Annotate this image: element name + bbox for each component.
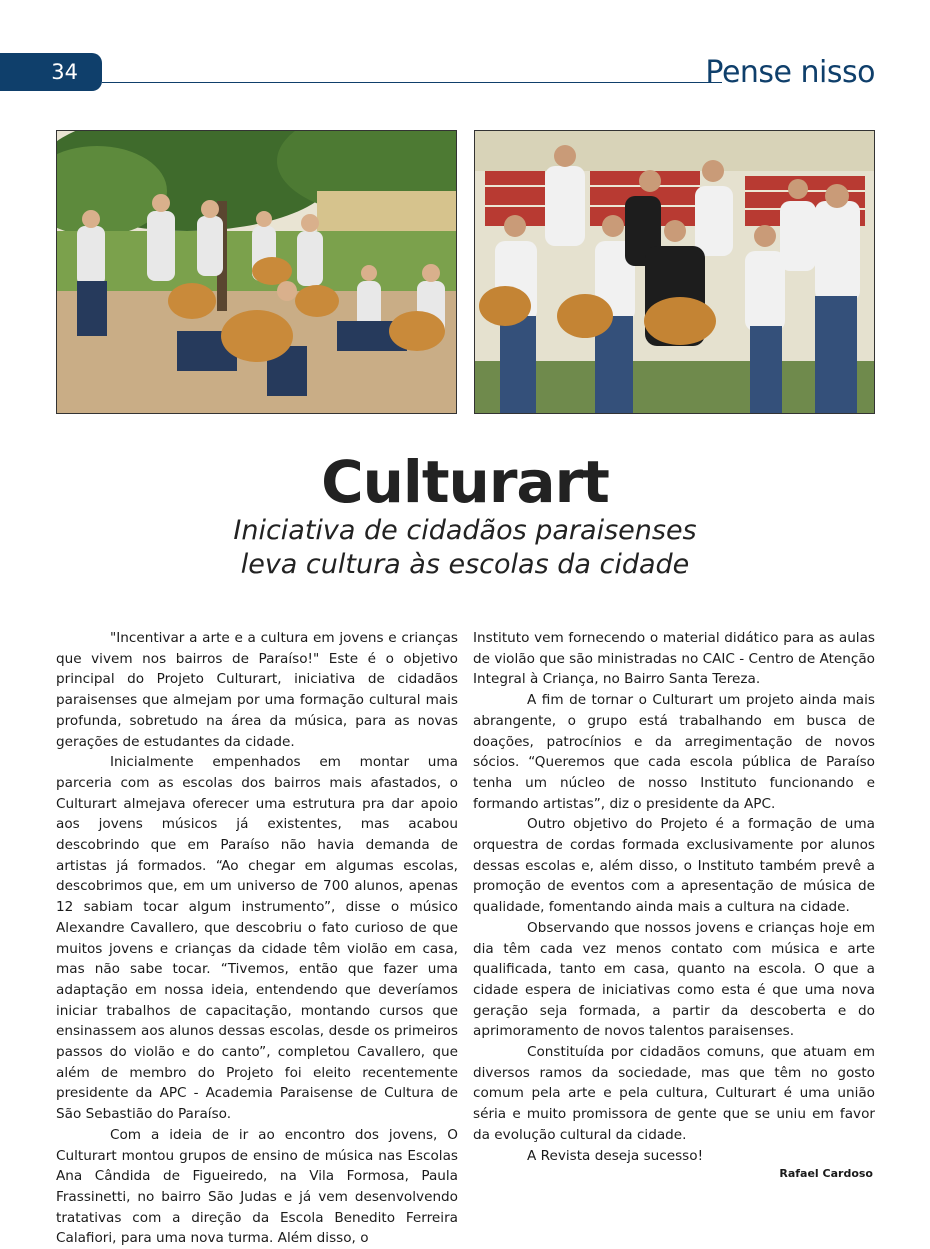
paragraph: A Revista deseja sucesso! <box>527 1147 704 1164</box>
paragraph: A fim de tornar o Culturart um projeto ainda mais abrangente, o grupo está trabalhando em busca de doações, patrocínios e da arregimentação de novos sócios. “Queremos que cada escola pública de Paraíso tenha um núcleo de nosso Instituto funcionando e formando artistas”, diz o presidente da APC. <box>473 692 875 812</box>
paragraph: Constituída por cidadãos comuns, que atuam em diversos ramos da sociedade, mas que têm no gosto comum pela arte e pela cultura, Culturart é uma união séria e muito promissora de gente que se uniu em favor da evolução cultural da cidade. <box>473 1044 875 1143</box>
article-column-left <box>56 628 458 1249</box>
photo-students-outdoors <box>56 130 457 414</box>
photo-students-group <box>474 130 875 414</box>
header-divider <box>102 82 722 83</box>
subtitle-line-2: leva cultura às escolas da cidade <box>240 549 690 580</box>
subtitle-line-1: Iniciativa de cidadãos paraisenses <box>233 515 697 546</box>
paragraph: Inicialmente empenhados em montar uma parceria com as escolas dos bairros mais afastados, o Culturart almejava oferecer uma estrutura pra dar apoio aos jovens músicos já existentes, mas acabou descobrindo que em Paraíso não havia demanda de artistas já formados. “Ao chegar em algumas escolas, descobrimos que, em um universo de 700 alunos, apenas 12 sabiam tocar algum instrumento”, disse o músico Alexandre Cavallero, que descobriu o fato curioso de que muitos jovens e crianças da cidade têm violão em casa, mas não sabe tocar. “Tivemos, então que fazer uma adaptação em nossa ideia, entendendo que deveríamos iniciar trabalhos de capacitação, montando cursos que ensinassem aos alunos dessas escolas, desde os primeiros passos do violão e do canto”, completou Cavallero, que além de membro do Projeto foi eleito recentemente presidente da APC - Academia Paraisense de Cultura de São Sebastião do Paraíso. <box>56 754 458 1123</box>
article-subtitle <box>0 514 930 582</box>
paragraph: Com a ideia de ir ao encontro dos jovens, O Culturart montou grupos de ensino de música nas Escolas Ana Cândida de Figueiredo, na Vila Formosa, Paula Frassinetti, no bairro São Judas e já vem desenvolvendo tratativas com a direção da Escola Benedito Ferreira Calafiori, para uma nova turma. Além disso, o <box>56 1126 458 1247</box>
paragraph-continuation: Instituto vem fornecendo o material didático para as aulas de violão que são ministradas no CAIC - Centro de Atenção Integral à Criança, no Bairro Santa Tereza. <box>473 630 875 688</box>
paragraph: "Incentivar a arte e a cultura em jovens e crianças que vivem nos bairros de Paraíso!" Este é o objetivo principal do Projeto Culturart, iniciativa de cidadãos paraisenses que almejam por uma formação cultural mais profunda, sobretudo na área da música, para as novas gerações de estudantes da cidade. <box>56 630 458 750</box>
article-title: Culturart <box>321 448 609 516</box>
paragraph: Observando que nossos jovens e crianças hoje em dia têm cada vez menos contato com música e arte qualificada, tanto em casa, quanto na escola. O que a cidade espera de iniciativas como esta é que uma nova geração seja formada, a partir da descoberta e do aprimoramento de novos talentos paraisenses. <box>473 919 875 1040</box>
page-number: 34 <box>51 60 78 84</box>
author-byline: Rafael Cardoso <box>779 1167 873 1180</box>
section-title: Pense nisso <box>705 55 875 90</box>
paragraph: Outro objetivo do Projeto é a formação de uma orquestra de cordas formada exclusivamente por alunos dessas escolas e, além disso, o Instituto também prevê a promoção de eventos com a apresentação de música de qualidade, fomentando ainda mais a cultura na cidade. <box>473 816 875 916</box>
article-column-right <box>473 628 875 1166</box>
